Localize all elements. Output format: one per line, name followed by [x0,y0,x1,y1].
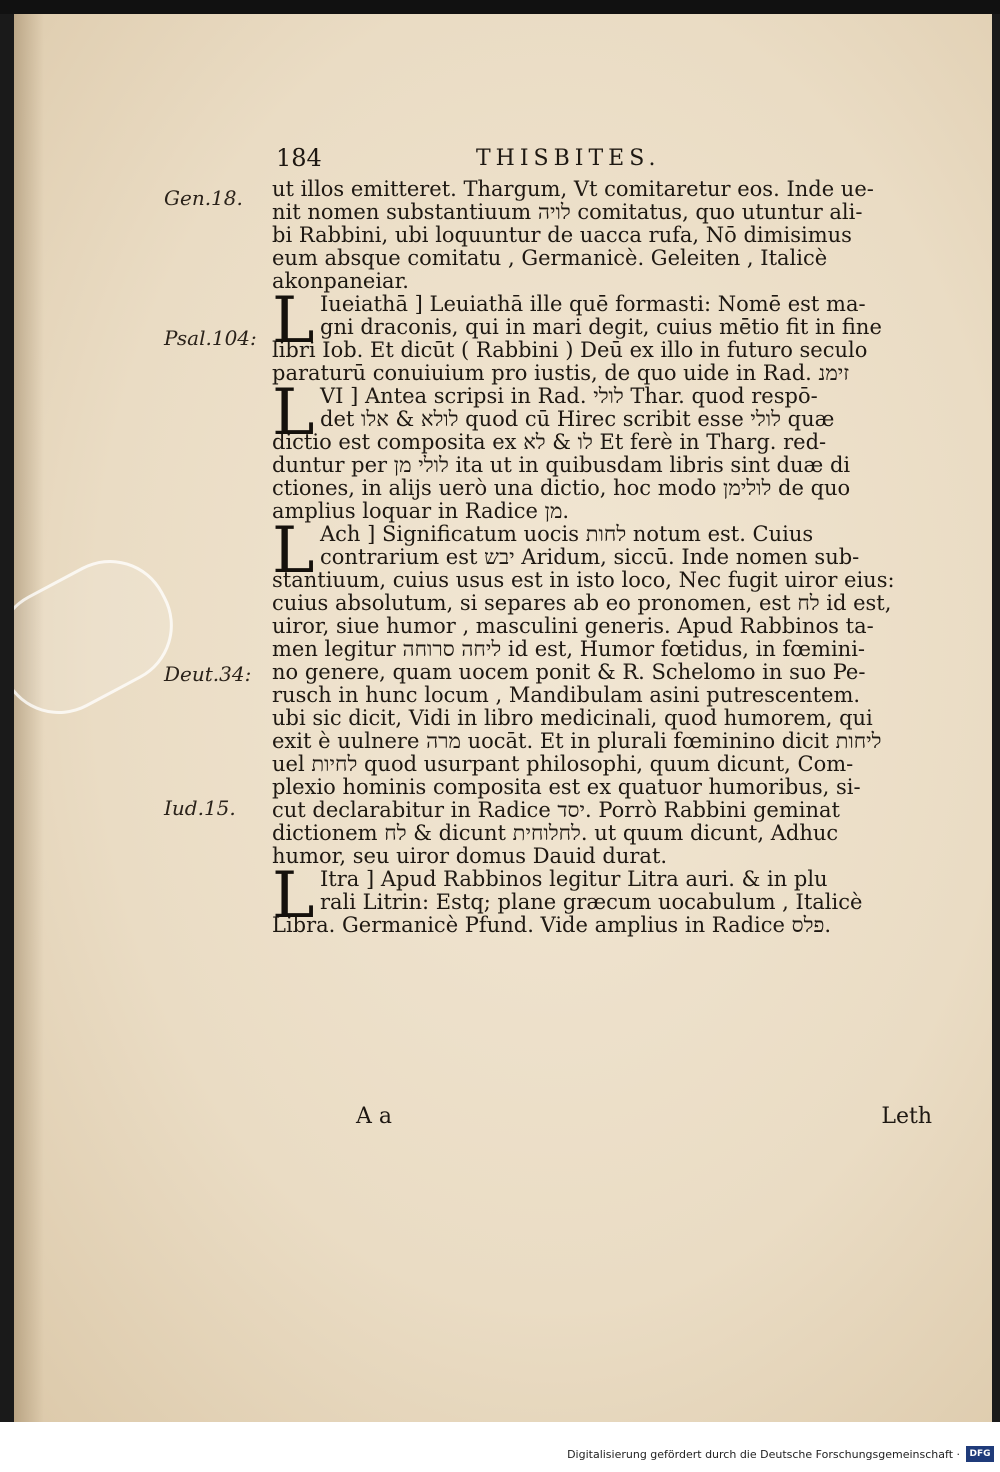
entry-litra [272,859,932,937]
text-line: dictio est composita ex לו & לא Et ferè in Tharg. red- [272,431,827,454]
text-line: akonpaneiar. [272,270,409,293]
text-line: cuius absolutum, si separes ab eo pronomen, est לח id est, [272,592,892,615]
text-line: gni draconis, qui in mari degit, cuius mētio fit in fine [320,316,882,339]
text-line: paraturū conuiuium pro iustis, de quo uide in Rad. זימנ [272,362,850,385]
page-number: 184 [276,144,322,172]
text-line: Itra ] Apud Rabbinos legitur Litra auri. & in plu [320,868,828,891]
text-line: contrarium est יבש Aridum, siccū. Inde nomen sub- [320,546,860,569]
text-line: Iueiathā ] Leuiathā ille quē formasti: Nomē est ma- [320,293,866,316]
text-line: Libra. Germanicè Pfund. Vide amplius in Radice פלס. [272,914,832,937]
drop-cap: L [272,859,315,933]
margin-notes [164,14,274,1422]
page-footer [272,1104,932,1134]
text-line: men legitur ליחה סרוחה id est, Humor fœtidus, in fœmini- [272,638,866,661]
text-line: rusch in hunc locum , Mandibulam asini putrescentem. [272,684,861,707]
funding-credit-text: Digitalisierung gefördert durch die Deutsche Forschungsgemeinschaft · [567,1448,960,1461]
text-line: dictionem לח & dicunt לחלוחית. ut quum dicunt, Adhuc [272,822,839,845]
margin-note-psal: Psal.104: [164,326,257,350]
drop-cap: L [272,514,315,588]
text-line: rali Litrin: Estq; plane græcum uocabulum , Italicè [320,891,863,914]
text-line: eum absque comitatu , Germanicè. Geleiten , Italicè [272,247,828,270]
margin-note-gen: Gen.18. [164,186,243,210]
entry-comitatus [272,178,932,293]
text-line: ctiones, in alijs uerò una dictio, hoc modo לולימן de quo [272,477,851,500]
catchword: Leth [881,1104,932,1129]
entry-leviathan [272,284,932,385]
text-line: no genere, quam uocem ponit & R. Schelomo in suo Pe- [272,661,866,684]
funding-credit-bar [0,1422,1000,1472]
text-line: humor, seu uiror domus Dauid durat. [272,845,668,868]
text-line: nit nomen substantiuum לויה comitatus, quo utuntur ali- [272,201,863,224]
text-line: cut declarabitur in Radice יסד. Porrò Rabbini geminat [272,799,840,822]
text-line: exit è uulnere מרה uocāt. Et in plurali fœminino dicit ליחות [272,730,882,753]
gutter-shadow [14,14,44,1422]
body-text [272,178,932,937]
text-line: amplius loquar in Radice מן. [272,500,570,523]
entry-lul [272,376,932,523]
page-header [276,144,716,178]
text-line: bi Rabbini, ubi loquuntur de uacca rufa, Nō dimisimus [272,224,852,247]
margin-note-iud: Iud.15. [164,796,236,820]
text-line: ubi sic dicit, Vidi in libro medicinali, quod humorem, qui [272,707,873,730]
text-line: libri Iob. Et dicūt ( Rabbini ) Deū ex illo in futuro seculo [272,339,868,362]
drop-cap: L [272,376,315,450]
drop-cap: L [272,284,315,358]
entry-lach [272,514,932,868]
text-line: det לולא & אלו quod cū Hirec scribit esse לולי quæ [320,408,835,431]
text-line: VI ] Antea scripsi in Rad. לולי Thar. quod respō- [320,385,818,408]
margin-note-deut: Deut.34: [164,662,252,686]
text-line: Ach ] Significatum uocis לחות notum est. Cuius [320,523,814,546]
text-line: stantiuum, cuius usus est in isto loco, Nec fugit uiror eius: [272,569,895,592]
text-line: ut illos emitteret. Thargum, Vt comitaretur eos. Inde ue- [272,178,874,201]
dfg-logo-icon: DFG [966,1446,994,1462]
viewer-top-bar [0,0,1000,14]
running-title: THISBITES. [476,146,661,171]
text-line: uel לחיות quod usurpant philosophi, quum dicunt, Com- [272,753,854,776]
book-page [14,14,992,1422]
text-line: uiror, siue humor , masculini generis. Apud Rabbinos ta- [272,615,874,638]
text-line: duntur per לולי מן ita ut in quibusdam libris sint duæ di [272,454,851,477]
text-line: plexio hominis composita est ex quatuor humoribus, si- [272,776,861,799]
signature-mark: A a [356,1104,392,1129]
